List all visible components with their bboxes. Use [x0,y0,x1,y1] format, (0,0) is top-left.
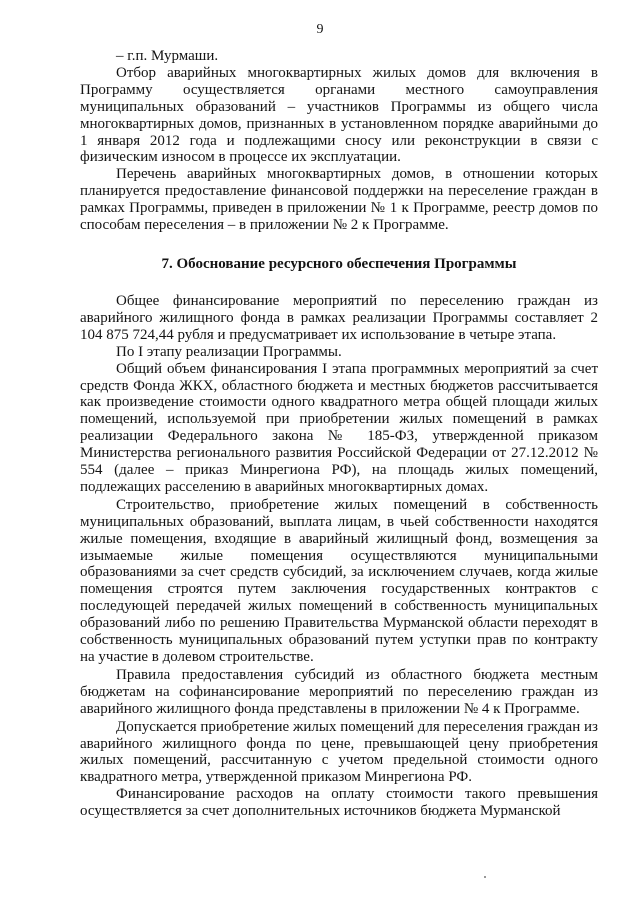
section-heading: 7. Обоснование ресурсного обеспечения Программы [161,255,517,272]
paragraph-house-selection: Отбор аварийных многоквартирных жилых домов для включения в Программу осуществляется органами местного самоуправления муниципальных образований – участников Программы из общего числа многоквартирных домов, признанных в установленном порядке аварийными до 1 января 2012 года и подлежащими сносу или реконструкции в связи с физическим износом в процессе их эксплуатации. [80,64,598,166]
paragraph-excess-financing: Финансирование расходов на оплату стоимости такого превышения осуществляется за счет дополнительных источников бюджета Мурманской [80,786,598,820]
paragraph-construction: Строительство, приобретение жилых помещений в собственность муниципальных образований, выплата лицам, в чьей собственности находятся жилые помещения, входящие в аварийный жилищный фонд, возмещения за изымаемые жилые помещения осуществляются муниципальными образованиями за счет средств субсидий, за исключением случаев, когда жилые помещения строятся путем заключения государственных контрактов с последующей передачей жилых помещений в собственность муниципальных образований либо по решению Правительства Мурманской области переходят в собственность муниципальных образований путем уступки прав по контракту на участие в долевом строительстве. [80,496,598,665]
paragraph-house-list: Перечень аварийных многоквартирных домов, в отношении которых планируется предоставление финансовой поддержки на переселение граждан в рамках Программы, приведен в приложении № 1 к Программе, реестр домов по способам переселения – в приложении № 2 к Программе. [80,166,598,234]
paragraph-total-funding: Общее финансирование мероприятий по переселению граждан из аварийного жилищного фонда в рамках реализации Программы составляет 2 104 875 724,44 рубля и предусматривает их использование в четыре этапа. [80,292,598,343]
paragraph-stage-one: По I этапу реализации Программы. [116,343,342,360]
paragraph-subsidy-rules: Правила предоставления субсидий из областного бюджета местным бюджетам на софинансирование мероприятий по переселению граждан из аварийного жилищного фонда представлены в приложении № 4 к Программе. [80,666,598,717]
scan-speck [484,876,486,878]
page-number: 9 [316,22,324,37]
document-body [80,48,598,820]
paragraph-municipality-item: – г.п. Мурмаши. [116,48,219,64]
paragraph-stage-one-calculation: Общий объем финансирования I этапа программных мероприятий за счет средств Фонда ЖКХ, областного бюджета и местных бюджетов рассчитывается как произведение стоимости одного квадратного метра общей площади жилых помещений, используемой при приобретении жилых помещений в рамках реализации Федерального закона № 185-ФЗ, утвержденной приказом Министерства регионального развития Российской Федерации от 27.12.2012 № 554 (далее – приказ Минрегиона РФ), на площадь жилых помещений, подлежащих расселению в аварийных многоквартирных домах. [80,360,598,495]
paragraph-price-excess: Допускается приобретение жилых помещений для переселения граждан из аварийного жилищного фонда по цене, превышающей цену приобретения жилых помещений, рассчитанную с учетом предельной стоимости одного квадратного метра, утвержденной приказом Минрегиона РФ. [80,718,598,786]
